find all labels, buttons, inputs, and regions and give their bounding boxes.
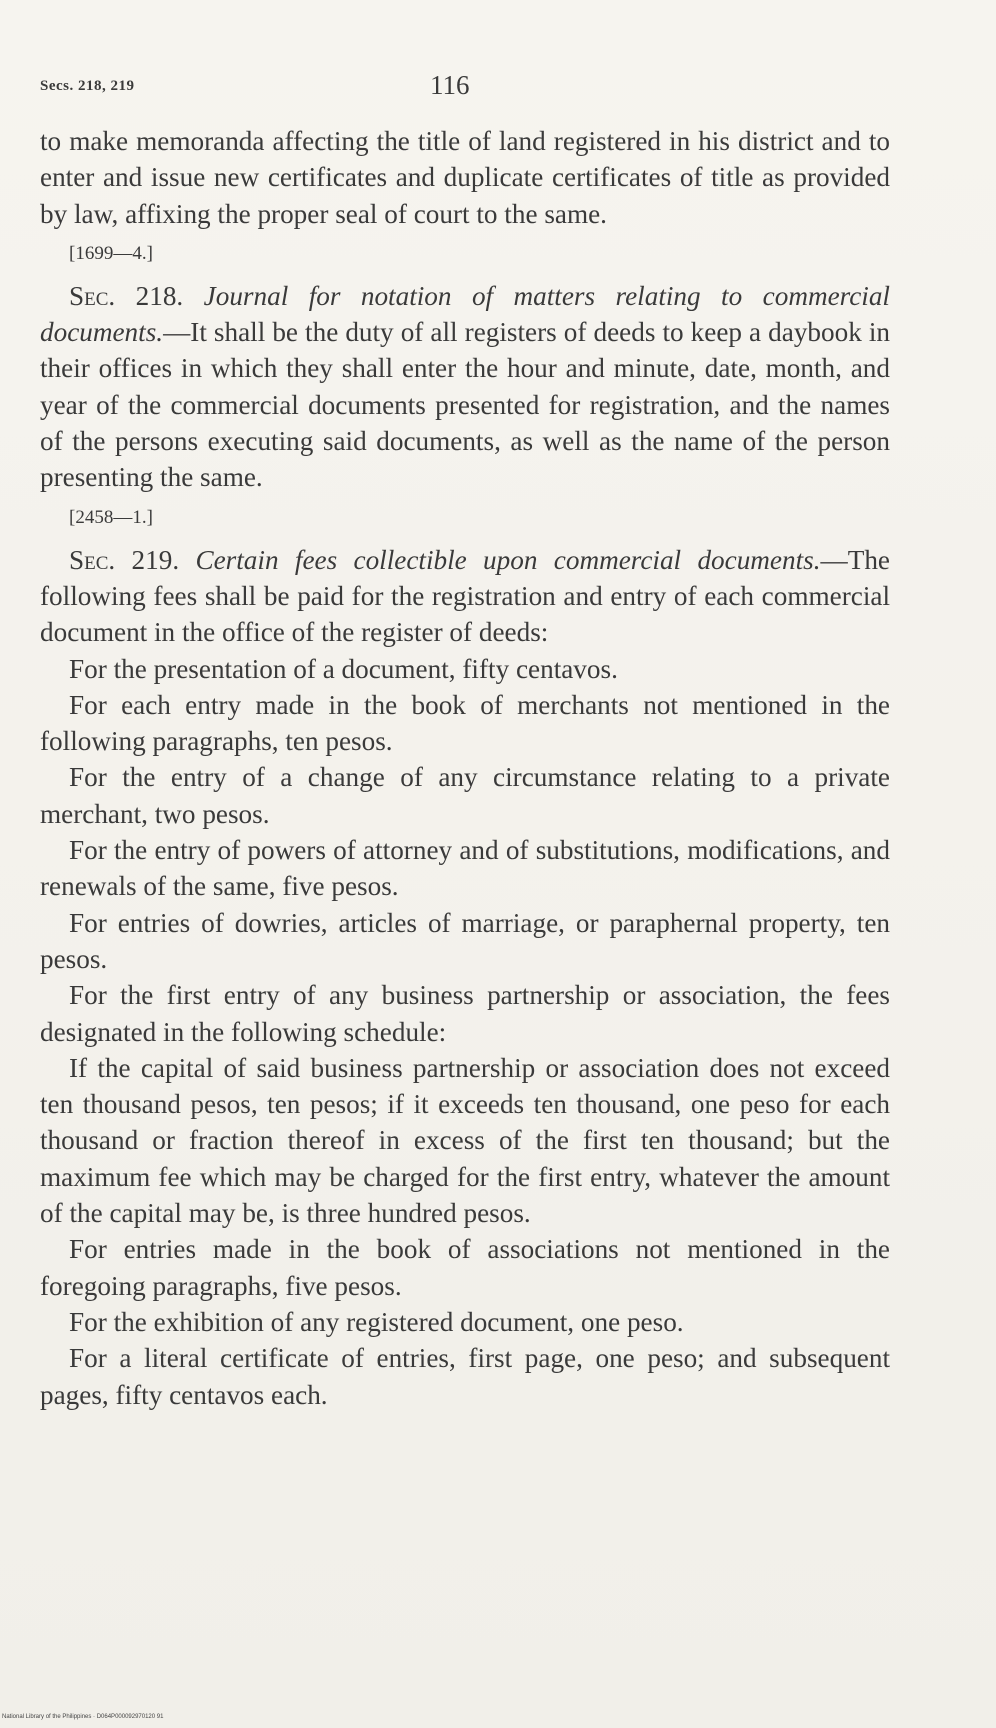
section-reference: Secs. 218, 219 xyxy=(40,78,135,94)
section-218-text: —It shall be the duty of all registers of deeds to keep a daybook in their offices in which they shall enter the hour and minute, date, month, and year of the commercial documents presented for registration, and the names of the persons executing said documents, as well as the name of the person presenting the same. xyxy=(40,317,890,493)
fee-paragraph: For each entry made in the book of merchants not mentioned in the following paragraphs, ten pesos. xyxy=(40,689,890,757)
fee-paragraph: For the first entry of any business partnership or association, the fees designated in the following schedule: xyxy=(40,980,890,1047)
section-218-number: Sec. 218. xyxy=(69,280,184,311)
fee-paragraph: For the entry of powers of attorney and of substitutions, modifications, and renewals of the same, five pesos. xyxy=(40,835,890,902)
section-219-title: Certain fees collectible upon commercial documents. xyxy=(195,544,821,575)
citation-219: [2458—1.] xyxy=(69,506,153,528)
section-219-number: Sec. 219. xyxy=(69,544,180,575)
citation-218: [1699—4.] xyxy=(69,242,153,264)
fee-paragraph: For entries of dowries, articles of marriage, or paraphernal property, ten pesos. xyxy=(40,907,890,974)
fee-paragraph: For entries made in the book of associations not mentioned in the foregoing paragraphs, five pesos. xyxy=(40,1234,890,1301)
continuation-paragraph: to make memoranda affecting the title of land registered in his district and to enter and issue new certificates and duplicate certificates of title as provided by law, affixing the proper seal of court to the same. xyxy=(40,126,890,229)
scan-watermark: National Library of the Philippines · D064P000092970120 91 xyxy=(2,1714,164,1720)
fee-paragraph: For the exhibition of any registered document, one peso. xyxy=(69,1306,684,1337)
body-text xyxy=(40,123,890,1413)
fee-paragraph: If the capital of said business partnership or association does not exceed ten thousand pesos, ten pesos; if it exceeds ten thousand, one peso for each thousand or fraction thereof in excess of the first ten thousand; but the maximum fee which may be charged for the first entry, whatever the amount of the capital may be, is three hundred pesos. xyxy=(40,1052,890,1229)
section-219 xyxy=(40,542,890,651)
page-header xyxy=(40,70,890,100)
fee-paragraph: For the entry of a change of any circumstance relating to a private merchant, two pesos. xyxy=(40,762,890,829)
section-218-title: Journal for notation of matters relating to commercial documents. xyxy=(40,280,890,348)
fee-paragraph: For the presentation of a document, fifty centavos. xyxy=(69,653,618,684)
page-number: 116 xyxy=(430,70,470,100)
section-218 xyxy=(40,278,890,496)
section-219-text: —The following fees shall be paid for the registration and entry of each commercial document in the office of the register of deeds: xyxy=(40,544,890,648)
fee-paragraph: For a literal certificate of entries, first page, one peso; and subsequent pages, fifty centavos each. xyxy=(40,1343,890,1410)
